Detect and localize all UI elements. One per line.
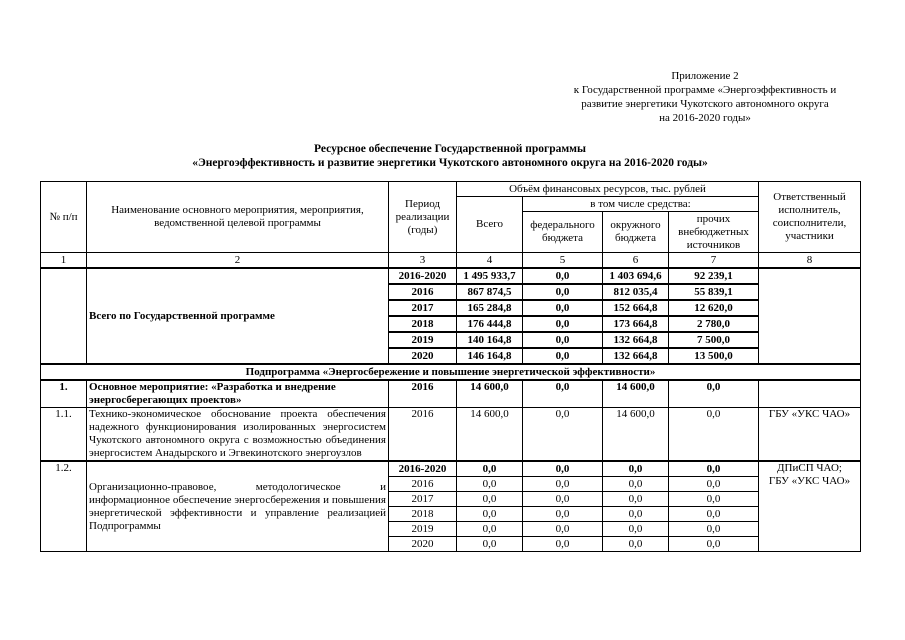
total-year: 2019 [389,332,457,348]
total-federal: 0,0 [523,316,603,332]
resource-table [40,181,861,552]
total-other: 13 500,0 [669,348,759,364]
subprogram-heading: Подпрограмма «Энергосбережение и повышение энергетической эффективности» [41,364,861,380]
col-number: 7 [669,253,759,269]
total-year: 2017 [389,300,457,316]
total-year: 2020 [389,348,457,364]
item-1-1-row [41,408,861,462]
col-number: 2 [87,253,389,269]
item-1-2-federal: 0,0 [523,537,603,552]
total-district: 132 664,8 [603,332,669,348]
total-sum: 140 164,8 [457,332,523,348]
responsible-line-2: ГБУ «УКС ЧАО» [768,475,851,487]
total-other: 55 839,1 [669,284,759,300]
total-name: Всего по Государственной программе [87,268,389,364]
item-1-2-federal: 0,0 [523,461,603,477]
total-federal: 0,0 [523,332,603,348]
item-1-other: 0,0 [669,380,759,408]
total-num-cell [41,268,87,364]
total-other: 2 780,0 [669,316,759,332]
col-number: 3 [389,253,457,269]
item-1-2-district: 0,0 [603,492,669,507]
item-1-2-year: 2020 [389,537,457,552]
item-1-2-federal: 0,0 [523,507,603,522]
item-1-2-other: 0,0 [669,461,759,477]
total-other: 7 500,0 [669,332,759,348]
item-1-2-other: 0,0 [669,537,759,552]
total-sum: 1 495 933,7 [457,268,523,284]
item-1-1-total: 14 600,0 [457,408,523,462]
item-1-1-responsible: ГБУ «УКС ЧАО» [759,408,861,462]
item-1-row [41,380,861,408]
item-1-2-total: 0,0 [457,461,523,477]
item-1-2-row [41,461,861,477]
appendix-line-1: Приложение 2 [671,70,739,82]
total-year: 2018 [389,316,457,332]
item-1-2-year: 2016-2020 [389,461,457,477]
title-line-2: «Энергоэффективность и развитие энергетики Чукотского автономного округа на 2016-2020 годы» [192,157,708,169]
item-1-2-district: 0,0 [603,537,669,552]
total-district: 1 403 694,6 [603,268,669,284]
total-sum: 146 164,8 [457,348,523,364]
document-title [40,142,860,170]
item-1-2-other: 0,0 [669,492,759,507]
total-responsible-cell [759,268,861,364]
item-1-2-other: 0,0 [669,477,759,492]
total-district: 132 664,8 [603,348,669,364]
header-other: прочих внебюджетных источников [669,212,759,253]
item-1-2-district: 0,0 [603,461,669,477]
item-1-2-other: 0,0 [669,522,759,537]
item-1-2-year: 2018 [389,507,457,522]
item-1-1-name: Технико-экономическое обоснование проекта обеспечения надежного функционирования изолированных энергосистем Чукотского автономного округа с возможностью объединения энергосистем Анадырского и Эгвекинотского энергоузлов [87,408,389,462]
header-volume: Объём финансовых ресурсов, тыс. рублей [457,182,759,197]
total-federal: 0,0 [523,284,603,300]
appendix-line-2: к Государственной программе «Энергоэффективность и [573,84,837,96]
item-1-2-district: 0,0 [603,507,669,522]
header-period: Период реализации (годы) [389,182,457,253]
item-1-2-year: 2019 [389,522,457,537]
item-1-federal: 0,0 [523,380,603,408]
total-other: 12 620,0 [669,300,759,316]
appendix-line-4: на 2016-2020 годы» [659,112,751,124]
col-number: 5 [523,253,603,269]
total-district: 173 664,8 [603,316,669,332]
item-1-responsible [759,380,861,408]
header-federal: федерального бюджета [523,212,603,253]
item-1-total: 14 600,0 [457,380,523,408]
header-including: в том числе средства: [523,197,759,212]
total-federal: 0,0 [523,348,603,364]
item-1-2-federal: 0,0 [523,492,603,507]
item-1-2-federal: 0,0 [523,522,603,537]
item-1-1-year: 2016 [389,408,457,462]
item-1-2-total: 0,0 [457,507,523,522]
total-sum: 176 444,8 [457,316,523,332]
header-num: № п/п [41,182,87,253]
appendix-line-3: развитие энергетики Чукотского автономного округа [581,98,829,110]
total-district: 152 664,8 [603,300,669,316]
item-1-1-district: 14 600,0 [603,408,669,462]
total-row [41,268,861,284]
item-1-district: 14 600,0 [603,380,669,408]
item-1-1-federal: 0,0 [523,408,603,462]
item-1-num: 1. [41,380,87,408]
header-total: Всего [457,197,523,253]
col-number: 6 [603,253,669,269]
responsible-line-1: ДПиСП ЧАО; [777,462,842,474]
col-number: 1 [41,253,87,269]
item-1-2-federal: 0,0 [523,477,603,492]
total-year: 2016-2020 [389,268,457,284]
total-federal: 0,0 [523,300,603,316]
item-1-2-district: 0,0 [603,522,669,537]
item-1-1-num: 1.1. [41,408,87,462]
appendix-header [540,69,870,125]
column-number-row [41,253,861,269]
item-1-2-other: 0,0 [669,507,759,522]
item-1-2-total: 0,0 [457,477,523,492]
item-1-name: Основное мероприятие: «Разработка и внедрение энергосберегающих проектов» [87,380,389,408]
total-federal: 0,0 [523,268,603,284]
col-number: 4 [457,253,523,269]
item-1-2-total: 0,0 [457,492,523,507]
header-name: Наименование основного мероприятия, мероприятия, ведомственной целевой программы [87,182,389,253]
item-1-2-total: 0,0 [457,537,523,552]
total-sum: 165 284,8 [457,300,523,316]
total-year: 2016 [389,284,457,300]
total-sum: 867 874,5 [457,284,523,300]
item-1-year: 2016 [389,380,457,408]
total-other: 92 239,1 [669,268,759,284]
item-1-2-district: 0,0 [603,477,669,492]
item-1-2-total: 0,0 [457,522,523,537]
item-1-2-year: 2017 [389,492,457,507]
item-1-2-name: Организационно-правовое, методологическое и информационное обеспечение энергосбережения и повышения энергетической эффективности и управление реализацией Подпрограммы [87,461,389,552]
item-1-2-responsible [759,461,861,552]
item-1-1-other: 0,0 [669,408,759,462]
header-district: окружного бюджета [603,212,669,253]
col-number: 8 [759,253,861,269]
header-responsible: Ответственный исполнитель, соисполнители, участники [759,182,861,253]
item-1-2-num: 1.2. [41,461,87,552]
title-line-1: Ресурсное обеспечение Государственной программы [314,143,586,155]
item-1-2-year: 2016 [389,477,457,492]
total-district: 812 035,4 [603,284,669,300]
